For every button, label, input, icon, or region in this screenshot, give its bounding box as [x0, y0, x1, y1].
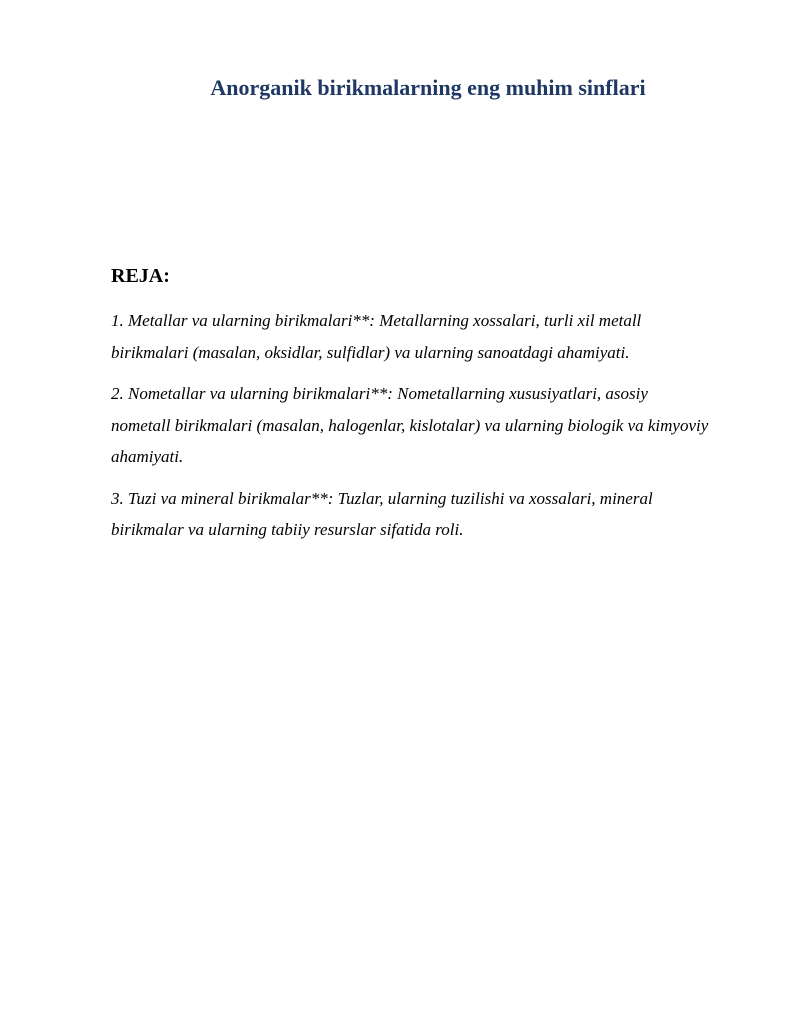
plan-item-2: 2. Nometallar va ularning birikmalari**: Nometallarning xususiyatlari, asosiy nometall birikmalari (masalan, halogenlar, kislotalar) va ularning biologik va kimyoviy ahamiyati.	[111, 384, 709, 466]
plan-item-1: 1. Metallar va ularning birikmalari**: Metallarning xossalari, turli xil metall birikmalari (masalan, oksidlar, sulfidlar) va ularning sanoatdagi ahamiyati.	[111, 311, 642, 362]
plan-heading: REJA:	[111, 265, 170, 287]
plan-item-3: 3. Tuzi va mineral birikmalar**: Tuzlar, ularning tuzilishi va xossalari, mineral birikmalar va ularning tabiiy resurslar sifatida roli.	[111, 488, 653, 539]
document-title: Anorganik birikmalarning eng muhim sinflari	[210, 75, 646, 100]
plan-list	[111, 305, 711, 556]
